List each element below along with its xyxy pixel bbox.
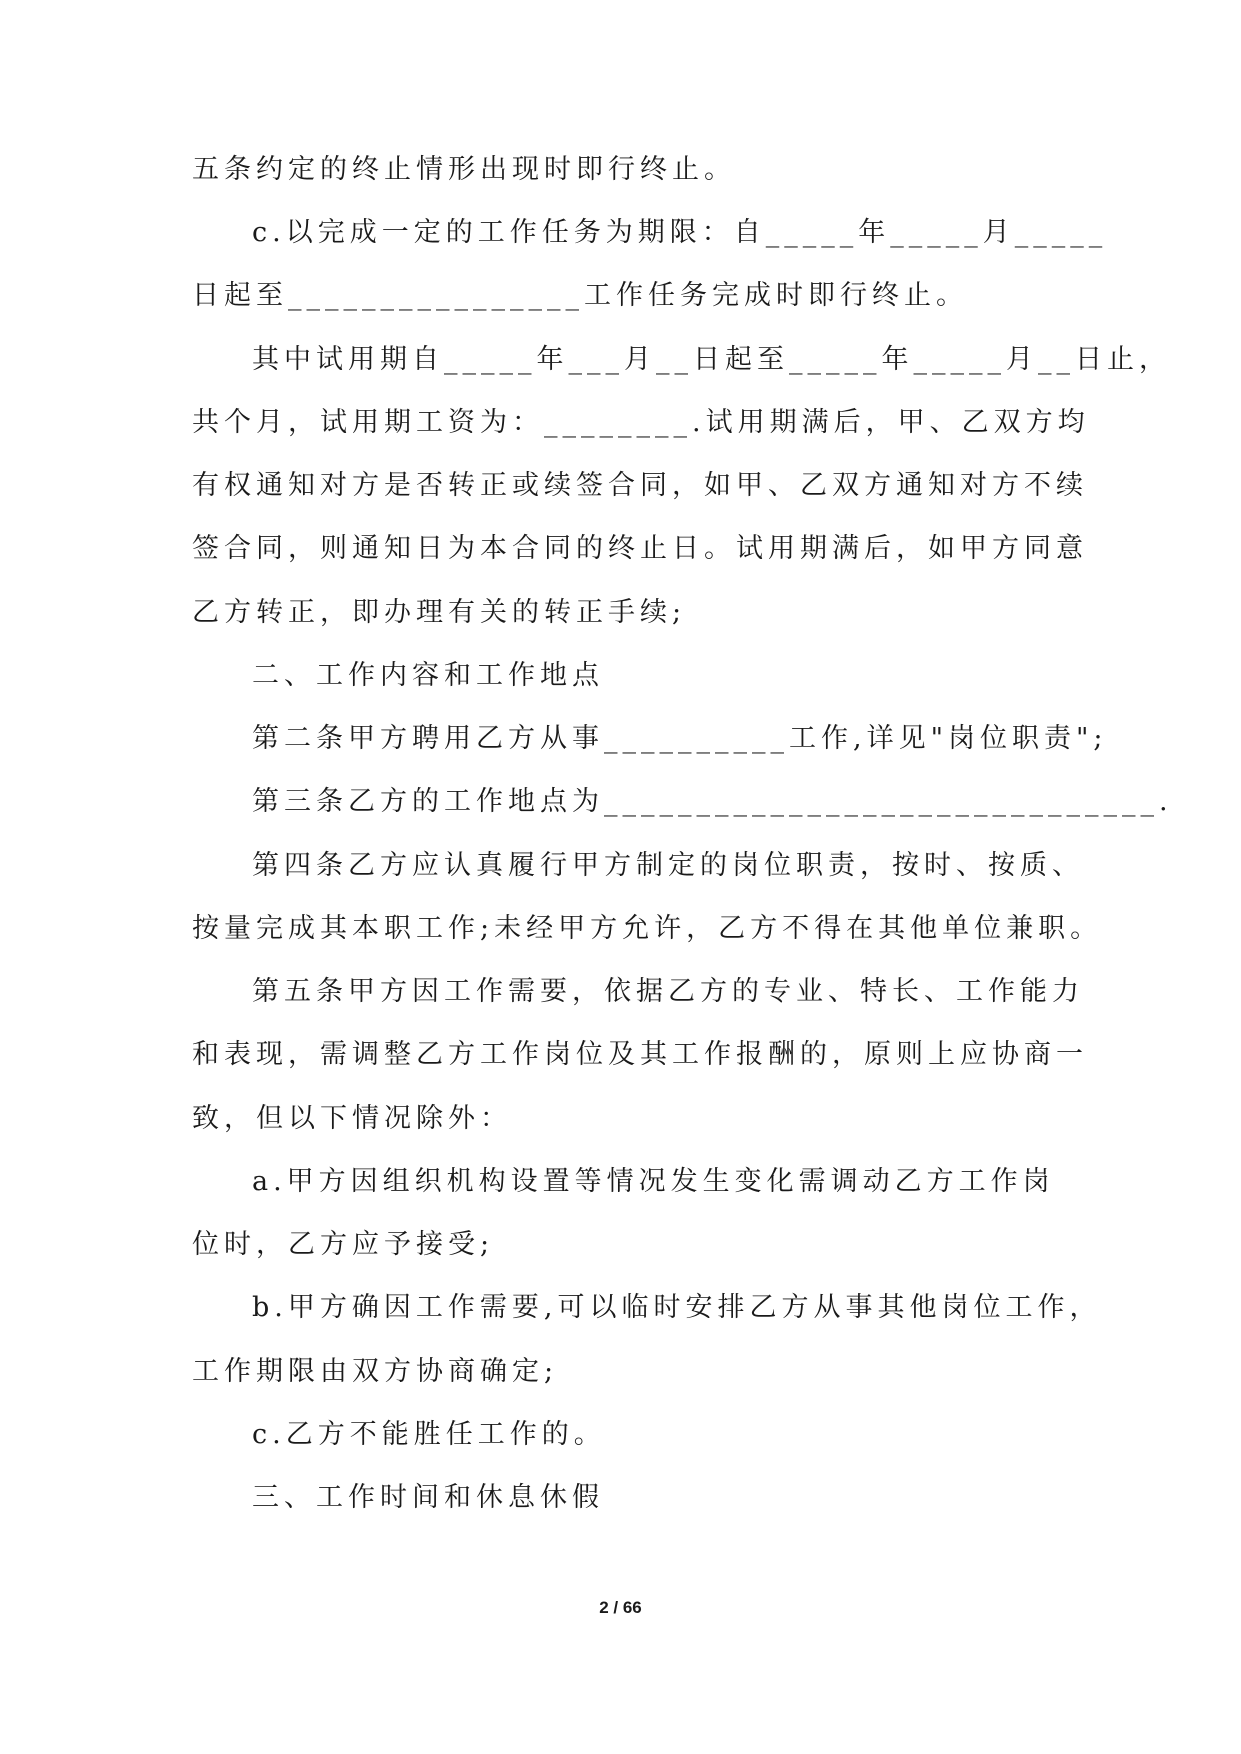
section-heading: 二、工作内容和工作地点 xyxy=(252,660,604,691)
text-line: 和表现，需调整乙方工作岗位及其工作报酬的，原则上应协商一 xyxy=(192,1039,1088,1070)
text-line: 工作期限由双方协商确定; xyxy=(192,1356,559,1387)
text-line: b.甲方确因工作需要,可以临时安排乙方从事其他岗位工作， xyxy=(252,1292,1102,1323)
text-line: 致，但以下情况除外： xyxy=(192,1103,512,1134)
text-line: 乙方转正，即办理有关的转正手续; xyxy=(192,597,687,628)
text-line: 按量完成其本职工作;未经甲方允许，乙方不得在其他单位兼职。 xyxy=(192,913,1103,944)
text-line: a.甲方因组织机构设置等情况发生变化需调动乙方工作岗 xyxy=(252,1166,1055,1197)
text-line: 第三条乙方的工作地点为______________________________. xyxy=(252,786,1173,817)
text-line: 签合同，则通知日为本合同的终止日。试用期满后，如甲方同意 xyxy=(192,533,1088,564)
text-line: 其中试用期自_____年___月__日起至_____年_____月__日止， xyxy=(252,344,1171,375)
text-line: 共个月，试用期工资为：________.试用期满后，甲、乙双方均 xyxy=(192,407,1090,438)
text-line: c.乙方不能胜任工作的。 xyxy=(252,1419,606,1450)
text-line: 第五条甲方因工作需要，依据乙方的专业、特长、工作能力 xyxy=(252,976,1084,1007)
page-number: 2 / 66 xyxy=(599,1598,642,1617)
text-line: 第二条甲方聘用乙方从事__________工作,详见"岗位职责"; xyxy=(252,723,1108,754)
text-line: 位时，乙方应予接受; xyxy=(192,1229,495,1260)
text-line: 有权通知对方是否转正或续签合同，如甲、乙双方通知对方不续 xyxy=(192,470,1088,501)
text-line: c.以完成一定的工作任务为期限：自_____年_____月_____ xyxy=(252,217,1108,248)
text-line: 第四条乙方应认真履行甲方制定的岗位职责，按时、按质、 xyxy=(252,850,1084,881)
text-line: 日起至________________工作任务完成时即行终止。 xyxy=(192,280,968,311)
section-heading: 三、工作时间和休息休假 xyxy=(252,1482,604,1513)
text-line: 五条约定的终止情形出现时即行终止。 xyxy=(192,154,736,185)
